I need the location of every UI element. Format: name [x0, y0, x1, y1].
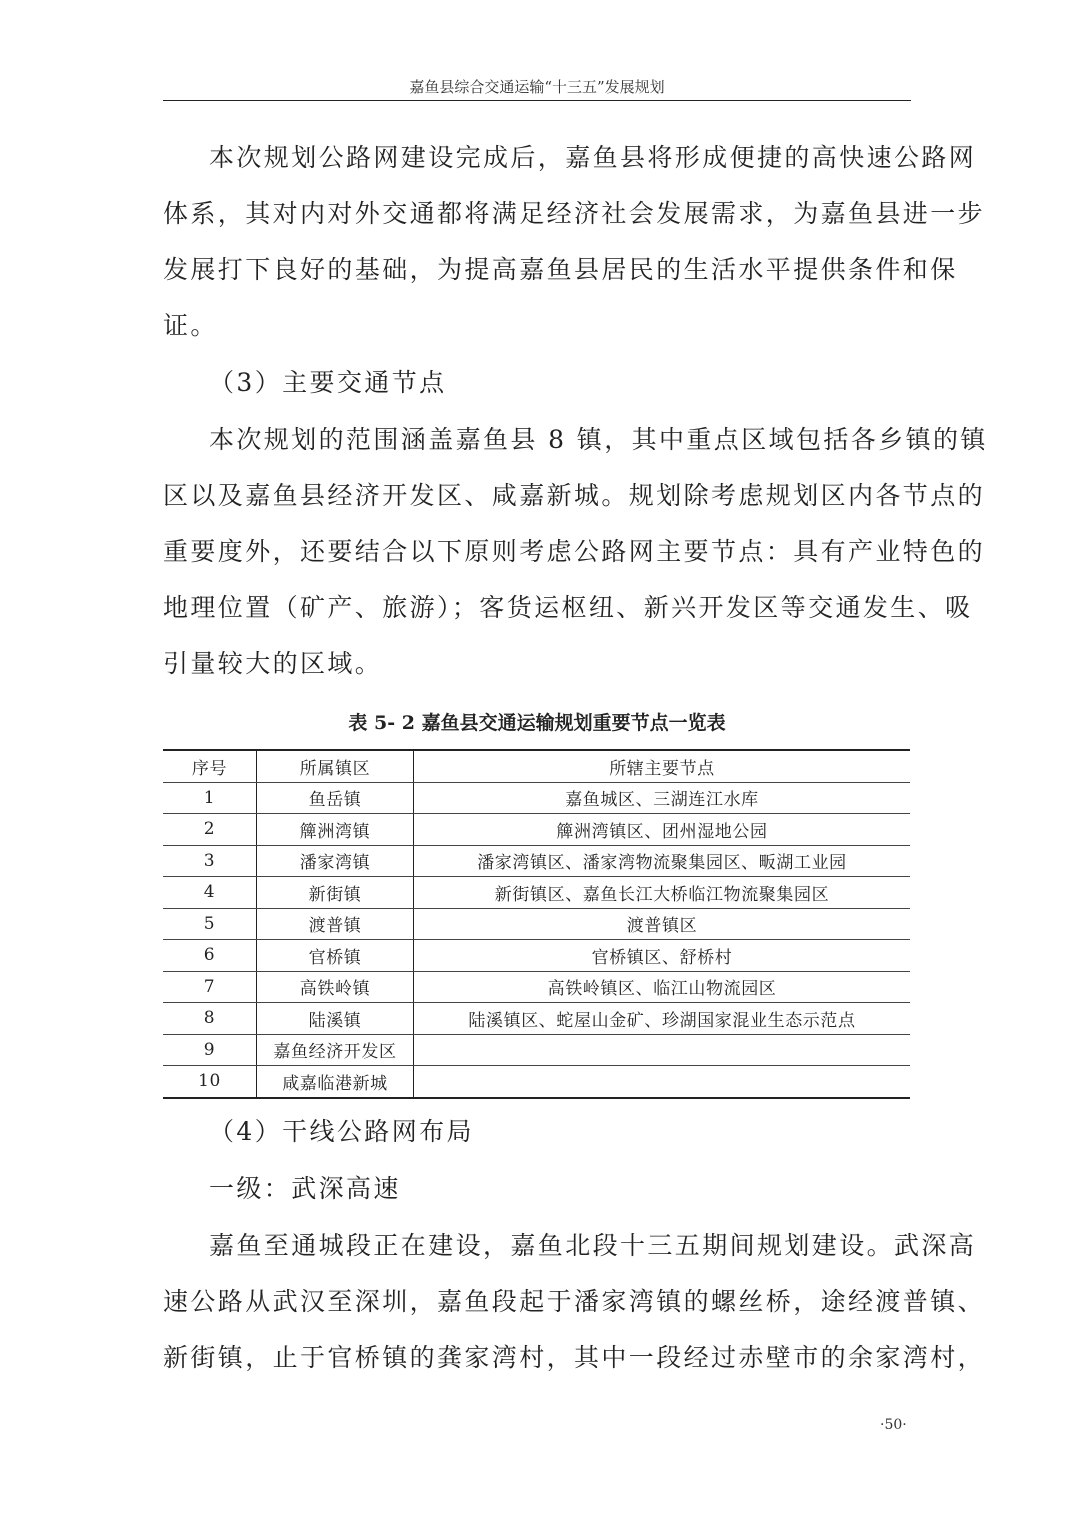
page-number: ·50· [880, 1417, 907, 1433]
heading-text: 一级：武深高速 [209, 1174, 401, 1203]
paragraph-line: 区以及嘉鱼县经济开发区、咸嘉新城。规划除考虑规划区内各节点的 [163, 481, 986, 510]
cell-nodes: 簰洲湾镇区、团州湿地公园 [414, 814, 911, 846]
paragraph-wushen-expressway [163, 1218, 986, 1386]
cell-town: 高铁岭镇 [257, 971, 414, 1003]
table-row [163, 814, 910, 846]
cell-town: 咸嘉临港新城 [257, 1066, 414, 1098]
paragraph-line: 速公路从武汉至深圳，嘉鱼段起于潘家湾镇的螺丝桥，途经渡普镇、 [163, 1287, 986, 1316]
subheading-level1 [163, 1161, 911, 1217]
cell-town: 潘家湾镇 [257, 845, 414, 877]
cell-town: 新街镇 [257, 877, 414, 909]
cell-nodes: 高铁岭镇区、临江山物流园区 [414, 971, 911, 1003]
cell-nodes [414, 1034, 911, 1066]
column-header: 序号 [163, 750, 257, 782]
cell-index: 7 [163, 971, 257, 1003]
paragraph-line: 引量较大的区域。 [163, 649, 383, 678]
section-heading-4 [163, 1104, 911, 1160]
column-header: 所辖主要节点 [414, 750, 911, 782]
cell-nodes: 渡普镇区 [414, 908, 911, 940]
table-row [163, 908, 910, 940]
table-row [163, 845, 910, 877]
paragraph-line: 重要度外，还要结合以下原则考虑公路网主要节点：具有产业特色的 [163, 537, 986, 566]
cell-index: 10 [163, 1066, 257, 1098]
cell-nodes: 陆溪镇区、蛇屋山金矿、珍湖国家混业生态示范点 [414, 1003, 911, 1035]
column-header: 所属镇区 [257, 750, 414, 782]
cell-nodes: 嘉鱼城区、三湖连江水库 [414, 782, 911, 814]
paragraph-network-summary [163, 130, 986, 354]
key-nodes-table [163, 749, 910, 1099]
section-heading-3 [163, 355, 911, 411]
paragraph-line: 嘉鱼至通城段正在建设，嘉鱼北段十三五期间规划建设。武深高 [209, 1231, 977, 1260]
cell-index: 4 [163, 877, 257, 909]
cell-index: 1 [163, 782, 257, 814]
paragraph-key-nodes [163, 412, 988, 692]
cell-index: 5 [163, 908, 257, 940]
cell-town: 渡普镇 [257, 908, 414, 940]
table-row [163, 1066, 910, 1098]
paragraph-line: 体系，其对内对外交通都将满足经济社会发展需求，为嘉鱼县进一步 [163, 199, 986, 228]
table-caption: 表 5- 2 嘉鱼县交通运输规划重要节点一览表 [348, 712, 726, 734]
cell-nodes: 官桥镇区、舒桥村 [414, 940, 911, 972]
cell-town: 陆溪镇 [257, 1003, 414, 1035]
cell-nodes: 潘家湾镇区、潘家湾物流聚集园区、畈湖工业园 [414, 845, 911, 877]
header-divider [163, 100, 911, 101]
cell-town: 簰洲湾镇 [257, 814, 414, 846]
table-row [163, 782, 910, 814]
running-header: 嘉鱼县综合交通运输“十三五”发展规划 [409, 78, 665, 96]
cell-index: 9 [163, 1034, 257, 1066]
table-header-row [163, 750, 910, 782]
heading-text: （3）主要交通节点 [209, 368, 447, 397]
table-row [163, 971, 910, 1003]
cell-nodes [414, 1066, 911, 1098]
paragraph-line: 地理位置（矿产、旅游）；客货运枢纽、新兴开发区等交通发生、吸 [163, 593, 973, 622]
paragraph-line: 本次规划的范围涵盖嘉鱼县 8 镇，其中重点区域包括各乡镇的镇 [209, 425, 988, 454]
table-row [163, 940, 910, 972]
cell-nodes: 新街镇区、嘉鱼长江大桥临江物流聚集园区 [414, 877, 911, 909]
heading-text: （4）干线公路网布局 [209, 1117, 474, 1146]
cell-town: 鱼岳镇 [257, 782, 414, 814]
paragraph-line: 证。 [163, 311, 218, 340]
cell-town: 官桥镇 [257, 940, 414, 972]
table-row [163, 877, 910, 909]
cell-index: 8 [163, 1003, 257, 1035]
cell-town: 嘉鱼经济开发区 [257, 1034, 414, 1066]
cell-index: 2 [163, 814, 257, 846]
table-row [163, 1003, 910, 1035]
paragraph-line: 新街镇，止于官桥镇的龚家湾村，其中一段经过赤壁市的余家湾村， [163, 1343, 986, 1372]
table-row [163, 1034, 910, 1066]
cell-index: 3 [163, 845, 257, 877]
paragraph-line: 发展打下良好的基础，为提高嘉鱼县居民的生活水平提供条件和保 [163, 255, 958, 284]
cell-index: 6 [163, 940, 257, 972]
paragraph-line: 本次规划公路网建设完成后，嘉鱼县将形成便捷的高快速公路网 [209, 143, 977, 172]
